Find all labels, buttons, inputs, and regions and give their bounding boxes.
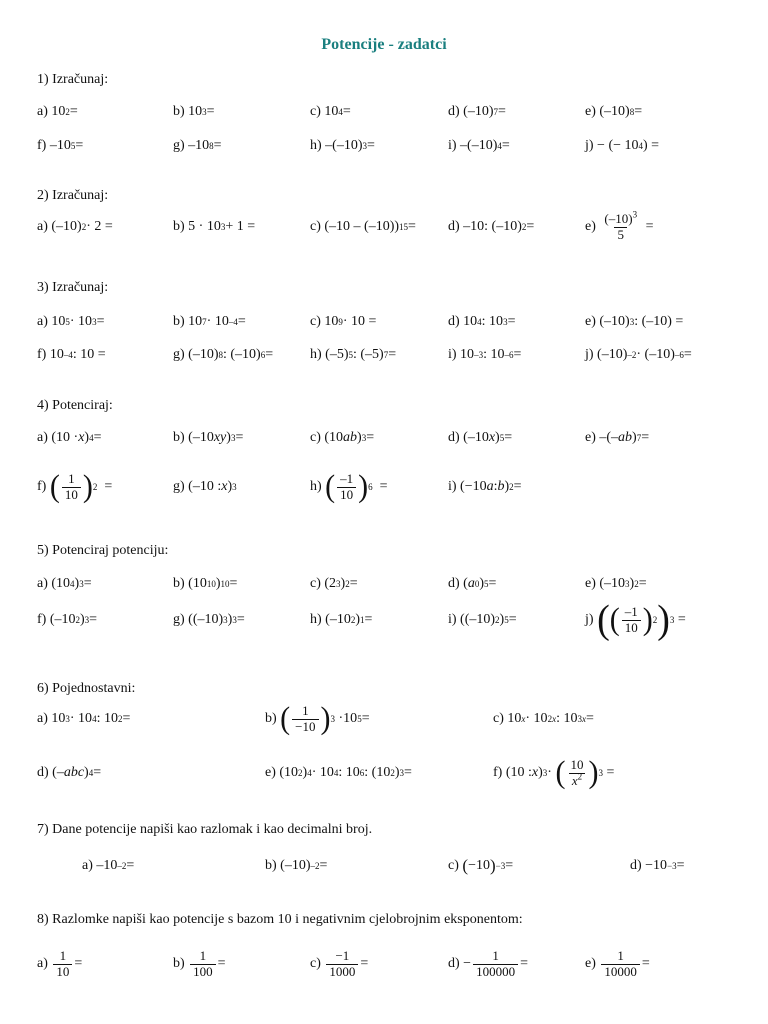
section-6-row-1	[37, 699, 737, 739]
exercise-7b: b) (–10) –2 =	[265, 858, 328, 873]
section-3-row-2	[37, 335, 737, 375]
exercise-2e: e) $\frac{(-10)^3}{5}$ =	[585, 209, 654, 242]
exercise-3i: i) 10 –3 : 10 –6 =	[448, 347, 522, 362]
exercise-1h: h) –(–10) 3 =	[310, 138, 375, 153]
exercise-7c: c) ( −10 ) −3 =	[448, 856, 514, 875]
exercise-5i: i) ((–10) 2 ) 5 =	[448, 612, 517, 627]
exercise-6f: f) (10 : x ) 3 · ( $\frac{10}{x^2}$ ) 3 =	[493, 755, 615, 790]
exercise-4d: d) (–10 x ) 5 =	[448, 430, 513, 445]
exercise-2a: a) (–10) 2 · 2 =	[37, 219, 113, 234]
section-7-row-1	[37, 846, 737, 886]
exercise-6d: d) (– abc ) 4 =	[37, 765, 102, 780]
section-5-row-2	[37, 597, 737, 643]
exercise-4b: b) (–10 xy ) 3 =	[173, 430, 244, 445]
exercise-1j: j) − (− 10 4 ) =	[585, 138, 660, 153]
exercise-5j: j) ( ( $\frac{-1}{10}$ ) 2 ) 3 =	[585, 597, 686, 643]
exercise-3f: f) 10 –4 : 10 =	[37, 347, 106, 362]
exercise-8c: c) $\frac{-1}{1000}$ =	[310, 947, 369, 979]
exercise-8d: d) − $\frac{1}{100000}$ =	[448, 947, 528, 979]
exercise-1a: a) 10 2 =	[37, 104, 78, 119]
exercise-3c: c) 10 9 · 10 =	[310, 314, 377, 329]
section-heading-7: 7) Dane potencije napiši kao razlomak i kao decimalni broj.	[37, 822, 373, 837]
exercise-3g: g) (–10) 8 : (–10) 6 =	[173, 347, 274, 362]
exercise-1d: d) (–10) 7 =	[448, 104, 506, 119]
exercise-1e: e) (–10) 8 =	[585, 104, 643, 119]
section-heading-6: 6) Pojednostavni:	[37, 681, 136, 696]
exercise-7d: d) −10 −3 =	[630, 858, 685, 873]
exercise-4f: f) ( $\frac{1}{10}$ ) 2 =	[37, 469, 113, 504]
exercise-8a: a) $\frac{1}{10}$ =	[37, 947, 83, 979]
exercise-4g: g) (–10 : x ) 3	[173, 479, 237, 494]
exercise-1f: f) –10 5 =	[37, 138, 84, 153]
section-6-row-2	[37, 753, 737, 793]
exercise-1c: c) 10 4 =	[310, 104, 351, 119]
exercise-5c: c) (2 3 ) 2 =	[310, 576, 358, 591]
exercise-5h: h) (–10 2 ) 1 =	[310, 612, 373, 627]
section-1-row-2	[37, 126, 737, 166]
page-title: Potencije - zadatci	[321, 36, 447, 53]
exercise-5f: f) (–10 2 ) 3 =	[37, 612, 98, 627]
exercise-5b: b) (10 10 ) 10 =	[173, 576, 238, 591]
section-8-row-1	[37, 944, 737, 984]
section-heading-4: 4) Potenciraj:	[37, 398, 113, 413]
exercise-6a: a) 10 3 · 10 4 : 10 2 =	[37, 711, 131, 726]
section-2-row-1	[37, 207, 737, 247]
exercise-4h: h) ( $\frac{-1}{10}$ ) 6 =	[310, 469, 388, 504]
exercise-2c: c) (–10 – (–10)) 15 =	[310, 219, 416, 234]
exercise-4a: a) (10 · x ) 4 =	[37, 430, 102, 445]
section-5-row-1	[37, 564, 737, 604]
section-4-row-2	[37, 467, 737, 507]
exercise-2d: d) –10: (–10) 2 =	[448, 219, 535, 234]
exercise-1b: b) 10 3 =	[173, 104, 215, 119]
exercise-4c: c) (10 ab ) 3 =	[310, 430, 375, 445]
exercise-3h: h) (–5) 5 : (–5) 7 =	[310, 347, 397, 362]
exercise-3d: d) 10 4 : 10 3 =	[448, 314, 516, 329]
exercise-1i: i) –(–10) 4 =	[448, 138, 510, 153]
exercise-2b: b) 5 · 10 3 + 1 =	[173, 219, 256, 234]
exercise-8b: b) $\frac{1}{100}$ =	[173, 947, 226, 979]
exercise-4e: e) –(– ab ) 7 =	[585, 430, 650, 445]
exercise-1g: g) –10 8 =	[173, 138, 222, 153]
section-heading-8: 8) Razlomke napiši kao potencije s bazom 10 i negativnim cjelobrojnim eksponentom:	[37, 912, 523, 927]
exercise-5a: a) (10 4 ) 3 =	[37, 576, 92, 591]
exercise-6c: c) 10 x · 10 2x : 10 3x =	[493, 711, 594, 726]
exercise-6b: b) ( $\frac{1}{-10}$ ) 3 ·10 5 =	[265, 701, 370, 736]
section-heading-1: 1) Izračunaj:	[37, 72, 109, 87]
section-heading-5: 5) Potenciraj potenciju:	[37, 543, 169, 558]
exercise-5g: g) ((–10) 3 ) 3 =	[173, 612, 245, 627]
exercise-8e: e) $\frac{1}{10000}$ =	[585, 947, 650, 979]
section-4-row-1	[37, 418, 737, 458]
section-heading-3: 3) Izračunaj:	[37, 280, 109, 295]
section-heading-2: 2) Izračunaj:	[37, 188, 109, 203]
exercise-3a: a) 10 5 · 10 3 =	[37, 314, 105, 329]
exercise-5d: d) ( a 0 ) 5 =	[448, 576, 497, 591]
exercise-4i: i) (−10 a : b ) 2 =	[448, 479, 522, 494]
exercise-3b: b) 10 7 · 10 –4 =	[173, 314, 246, 329]
exercise-3j: j) (–10) –2 · (–10) –6 =	[585, 347, 692, 362]
exercise-5e: e) (–10 3 ) 2 =	[585, 576, 647, 591]
exercise-6e: e) (10 2 ) 4 · 10 4 : 10 6 : (10 2 ) 3 =	[265, 765, 412, 780]
exercise-3e: e) (–10) 3 : (–10) =	[585, 314, 684, 329]
exercise-7a: a) –10 –2 =	[82, 858, 135, 873]
